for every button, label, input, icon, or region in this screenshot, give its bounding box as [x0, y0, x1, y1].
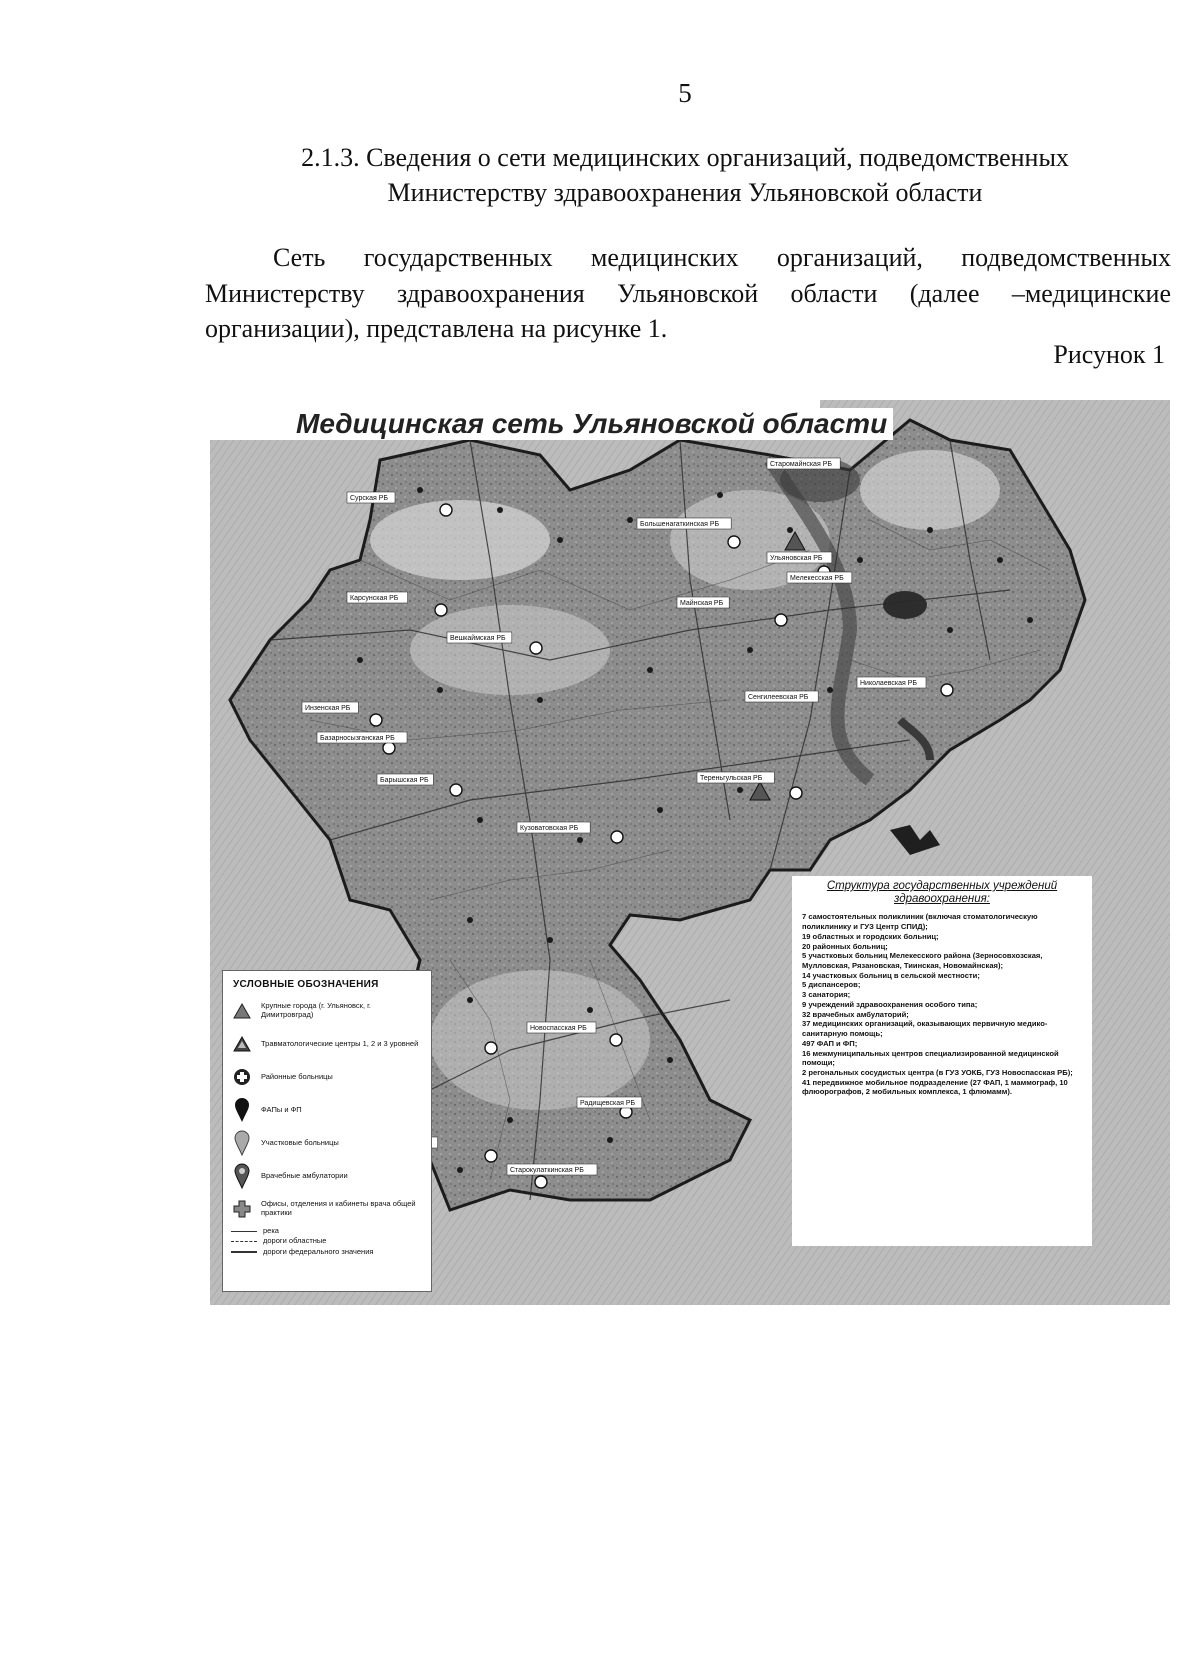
intro-paragraph-text: Сеть государственных медицинских организаций, подведомственных Министерству здравоохранения Ульяновской области (далее –медицинские организации), представлена на рисунке 1. [205, 243, 1171, 344]
federal-road-line-icon [231, 1251, 257, 1253]
district-label: Николаевская РБ [860, 680, 917, 687]
page-number: 5 [678, 78, 692, 108]
district-label: Мелекесская РБ [790, 575, 844, 582]
ambulatory-pin-icon [231, 1163, 253, 1189]
structure-item: 497 ФАП и ФП; [802, 1038, 858, 1048]
district-label: Сурская РБ [350, 495, 388, 502]
medical-network-map [210, 400, 1170, 1305]
structure-item: 37 медицинских организаций, оказывающих первичную медико-санитарную помощь; [802, 1019, 1048, 1039]
structure-item: 19 областных и городских больниц; [802, 931, 939, 941]
legend-item-general-practice [231, 1194, 423, 1224]
legend-line-label: дороги федерального значения [263, 1246, 374, 1256]
legend-line-label: дороги областные [263, 1236, 327, 1246]
section-heading-line-2: Министерству здравоохранения Ульяновской области [387, 178, 983, 208]
section-heading-line-1: 2.1.3. Сведения о сети медицинских организаций, подведомственных [301, 143, 1069, 172]
map-title: Медицинская сеть Ульяновской области [290, 408, 893, 440]
trauma-center-triangle-icon [231, 1031, 253, 1057]
legend-item-label: Крупные города (г. Ульяновск, г. Димитровград) [261, 1001, 372, 1019]
legend-item-large-cities [231, 996, 423, 1026]
figure-label: Рисунок 1 [1053, 340, 1165, 369]
map-legend [222, 970, 432, 1292]
district-label: Старомайнская РБ [770, 461, 832, 468]
district-label: Инзенская РБ [305, 705, 351, 712]
structure-title: Структура государственных учреждений здравоохранения: [826, 880, 1058, 906]
legend-item-label: Районные больницы [261, 1071, 333, 1081]
district-label: Большенагаткинская РБ [640, 521, 720, 528]
legend-item-ambulatories [231, 1161, 423, 1191]
district-label: Тереньгульская РБ [700, 775, 763, 782]
structure-item: 5 диспансеров; [802, 980, 861, 990]
district-label: Базарносызганская РБ [320, 735, 395, 742]
fap-pin-icon [231, 1097, 253, 1123]
legend-title: УСЛОВНЫЕ ОБОЗНАЧЕНИЯ [233, 979, 379, 990]
rural-hospital-pin-icon [231, 1130, 253, 1156]
intro-paragraph [205, 240, 1171, 347]
structure-item: 16 межмуниципальных центров специализированной медицинской помощи; [802, 1048, 1059, 1068]
regional-road-line-icon [231, 1241, 257, 1242]
district-label: Кузоватовская РБ [520, 825, 579, 832]
legend-item-trauma-centers [231, 1029, 423, 1059]
structure-item: 5 участковых больниц Мелекесского района (Зерносовхозская, Мулловская, Рязановская, Тиинская, Новомайнская); [802, 951, 1043, 971]
district-label: Радищевская РБ [580, 1100, 636, 1107]
structure-item: 7 самостоятельных поликлиник (включая стоматологическую поликлинику и ГУЗ Центр СПИД); [802, 912, 1038, 932]
large-city-triangle-icon [231, 998, 253, 1024]
district-label: Майнская РБ [680, 600, 724, 607]
legend-item-fap [231, 1095, 423, 1125]
legend-line-label: река [263, 1226, 279, 1235]
structure-item: 9 учреждений здравоохранения особого типа; [802, 999, 978, 1009]
structure-item: 3 санатория; [802, 990, 851, 1000]
general-practice-cross-icon [231, 1196, 253, 1222]
structure-item: 20 районных больниц; [802, 941, 888, 951]
district-label: Вешкаймская РБ [450, 635, 506, 642]
section-heading [250, 140, 1120, 210]
structure-box [792, 876, 1092, 1246]
district-label: Сенгилеевская РБ [748, 694, 809, 701]
district-label: Барышская РБ [380, 777, 429, 784]
structure-item: 14 участковых больниц в сельской местности; [802, 970, 980, 980]
legend-item-district-hospitals [231, 1062, 423, 1092]
legend-item-label: Участковые больницы [261, 1137, 339, 1147]
district-hospital-cross-icon [231, 1064, 253, 1090]
legend-line-regional-roads [231, 1237, 423, 1245]
legend-item-label: Врачебные амбулатории [261, 1170, 348, 1180]
legend-item-rural-hospitals [231, 1128, 423, 1158]
legend-item-label: Травматологические центры 1, 2 и 3 уровней [261, 1038, 419, 1048]
district-label: Старокулаткинская РБ [510, 1167, 584, 1174]
legend-item-label: ФАПы и ФП [261, 1104, 302, 1114]
district-label: Ульяновская РБ [770, 555, 823, 562]
legend-item-label: Офисы, отделения и кабинеты врача общей практики [261, 1199, 416, 1217]
river-line-icon [231, 1231, 257, 1232]
structure-item: 41 передвижное мобильное подразделение (27 ФАП, 1 маммограф, 10 флюорографов, 2 мобильных комплекса, 1 флюмамм). [802, 1077, 1068, 1097]
district-label: Новоспасская РБ [530, 1025, 587, 1032]
structure-item: 2 регональных сосудистых центра (в ГУЗ УОКБ, ГУЗ Новоспасская РБ); [802, 1067, 1073, 1077]
district-label: Карсунская РБ [350, 595, 399, 602]
structure-list [792, 912, 1092, 1097]
structure-item: 32 врачебных амбулаторий; [802, 1009, 909, 1019]
legend-line-river [231, 1227, 423, 1235]
legend-line-federal-roads [231, 1248, 423, 1256]
